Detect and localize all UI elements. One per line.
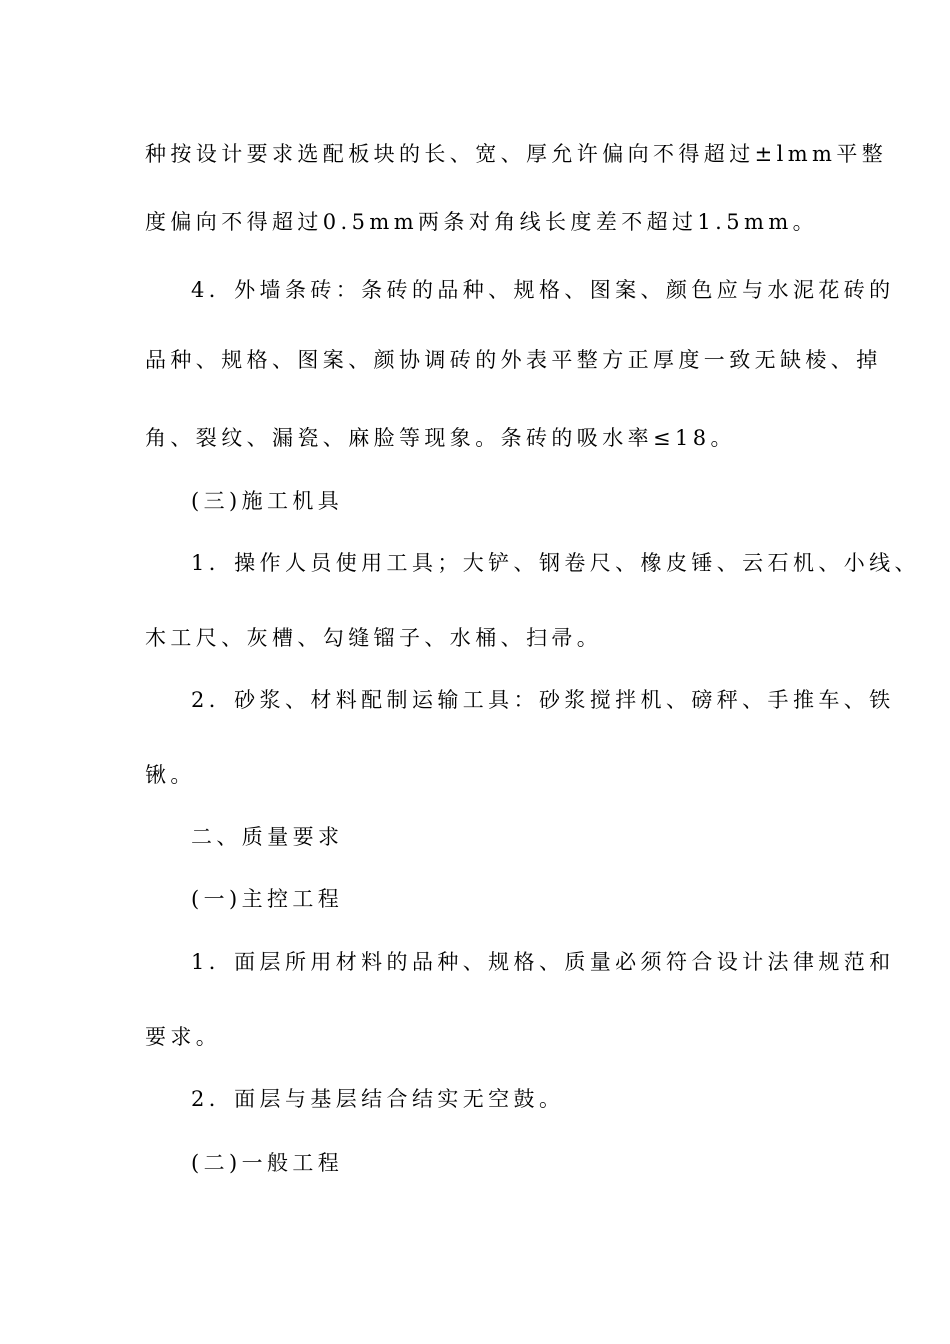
section-heading-main-control: (一)主控工程 [191, 887, 344, 911]
text-line-5: 角、裂纹、漏瓷、麻脸等现象。条砖的吸水率≤18。 [145, 426, 736, 450]
text-line-9: 2．砂浆、材料配制运输工具：砂浆搅拌机、磅秤、手推车、铁 [191, 688, 895, 712]
text-line-1: 种按设计要求选配板块的长、宽、厚允许偏向不得超过±lmm平整 [145, 142, 888, 166]
section-heading-quality-requirements: 二、质量要求 [191, 825, 344, 849]
text-line-7: 1．操作人员使用工具；大铲、钢卷尺、橡皮锤、云石机、小线、 [191, 551, 920, 575]
text-line-8: 木工尺、灰槽、勾缝镏子、水桶、扫帚。 [145, 626, 603, 650]
text-line-13: 1．面层所用材料的品种、规格、质量必须符合设计法律规范和 [191, 950, 895, 974]
text-line-2: 度偏向不得超过0.5mm两条对角线长度差不超过1.5mm。 [145, 210, 819, 234]
text-line-15: 2．面层与基层结合结实无空鼓。 [191, 1087, 565, 1111]
text-line-3: 4．外墙条砖：条砖的品种、规格、图案、颜色应与水泥花砖的 [191, 278, 895, 302]
section-heading-construction-tools: (三)施工机具 [191, 489, 344, 513]
text-line-14: 要求。 [145, 1025, 222, 1049]
text-line-4: 品种、规格、图案、颜协调砖的外表平整方正厚度一致无缺棱、掉 [145, 348, 882, 372]
text-line-10: 锹。 [145, 763, 196, 787]
section-heading-general: (二)一般工程 [191, 1151, 344, 1175]
